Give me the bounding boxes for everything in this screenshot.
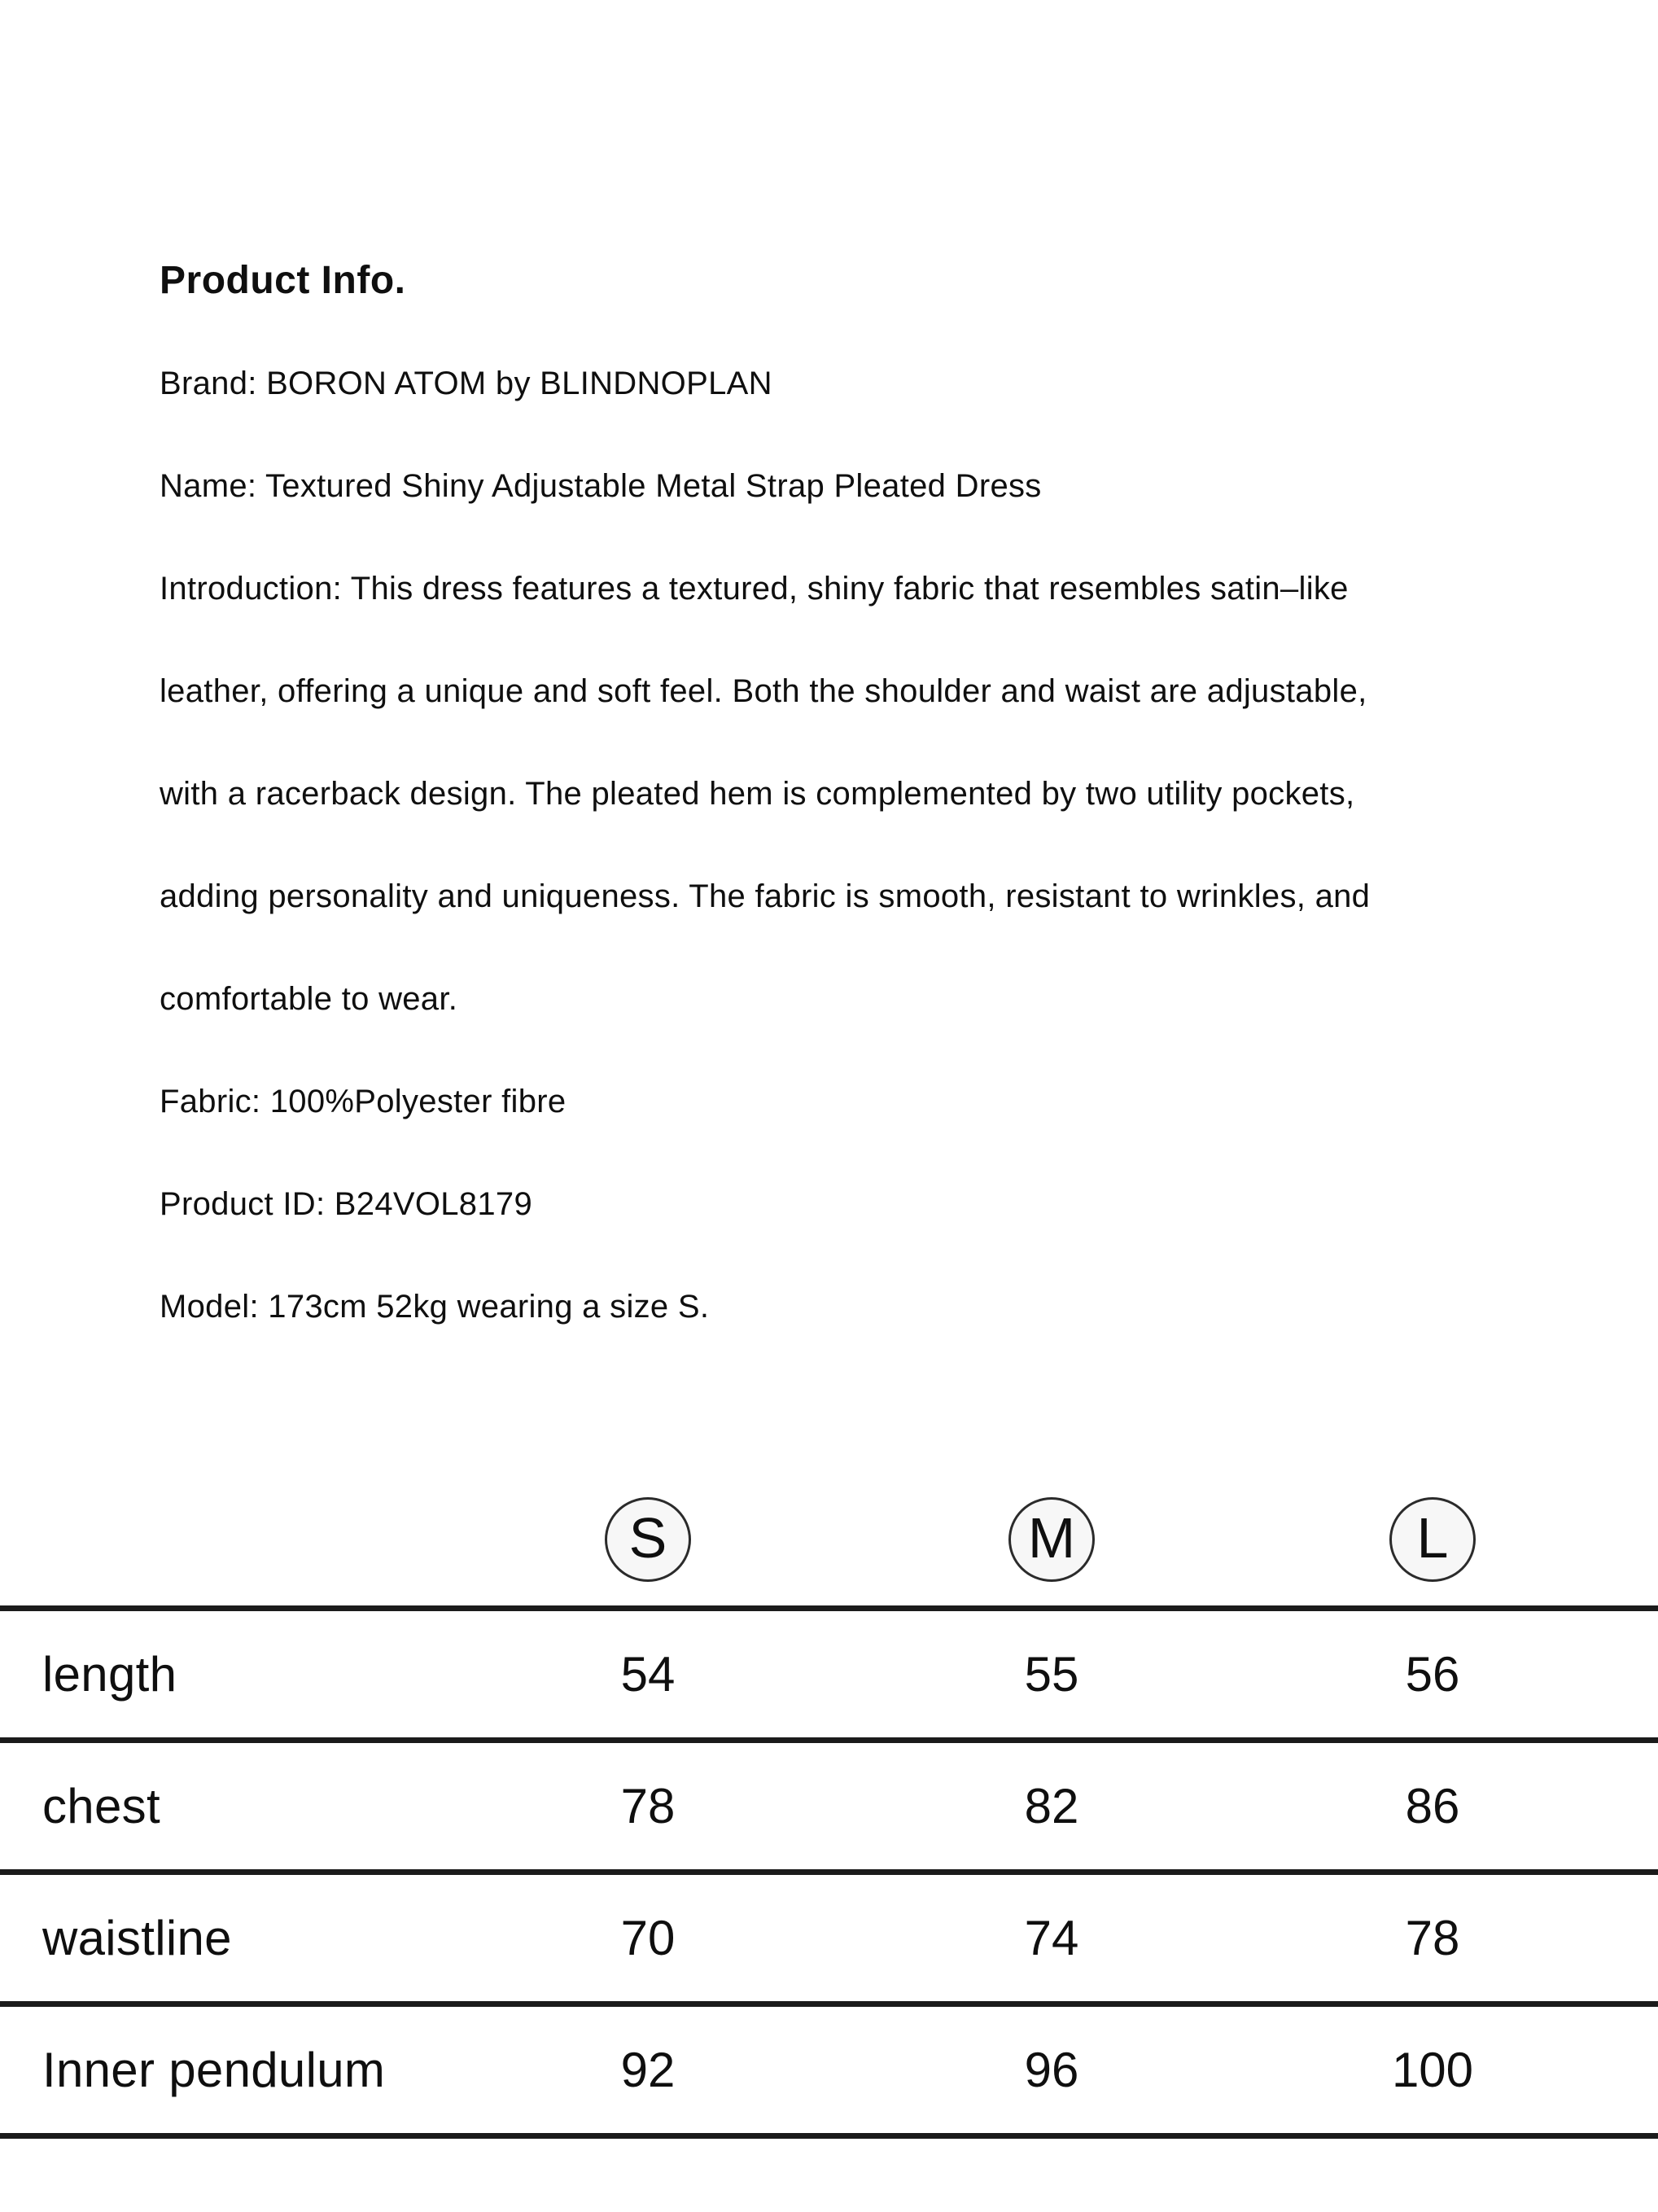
cell-value: 78 xyxy=(1405,1910,1460,1965)
cell-value: 96 xyxy=(1024,2042,1079,2097)
size-header-m xyxy=(896,1474,1207,1608)
cell-value: 100 xyxy=(1391,2042,1474,2097)
cell-value: 56 xyxy=(1405,1646,1460,1702)
table-row-inner-pendulum xyxy=(0,2004,1658,2135)
table-row-length xyxy=(0,1608,1658,1740)
cell-value: 54 xyxy=(620,1646,676,1702)
product-info-section xyxy=(160,230,1560,1358)
size-table xyxy=(0,1474,1658,2139)
size-chip-l: L xyxy=(1389,1497,1476,1582)
size-chip-m: M xyxy=(1008,1497,1095,1582)
cell-value: 78 xyxy=(620,1778,676,1833)
size-header-l xyxy=(1207,1474,1658,1608)
cell-value: 70 xyxy=(620,1910,676,1965)
cell-value: 82 xyxy=(1024,1778,1079,1833)
introduction-line: comfortable to wear. xyxy=(160,981,458,1017)
introduction-line: leather, offering a unique and soft feel. Both the shoulder and waist are adjustable, xyxy=(160,673,1367,709)
introduction-line: adding personality and uniqueness. The fabric is smooth, resistant to wrinkles, and xyxy=(160,878,1371,914)
row-label: chest xyxy=(42,1778,160,1833)
size-table-corner-cell xyxy=(0,1474,400,1608)
name-line: Name: Textured Shiny Adjustable Metal Strap Pleated Dress xyxy=(160,468,1042,504)
row-label: length xyxy=(42,1646,177,1702)
introduction-line: with a racerback design. The pleated hem is complemented by two utility pockets, xyxy=(160,776,1355,812)
brand-line: Brand: BORON ATOM by BLINDNOPLAN xyxy=(160,366,772,401)
cell-value: 86 xyxy=(1405,1778,1460,1833)
size-header-s xyxy=(400,1474,896,1608)
size-chip-s: S xyxy=(605,1497,691,1582)
cell-value: 55 xyxy=(1024,1646,1079,1702)
row-label: waistline xyxy=(42,1910,232,1965)
table-row-waistline xyxy=(0,1872,1658,2004)
introduction-line: Introduction: This dress features a textured, shiny fabric that resembles satin–like xyxy=(160,571,1349,607)
table-row-chest xyxy=(0,1740,1658,1872)
size-table-header-row xyxy=(0,1474,1658,1608)
cell-value: 74 xyxy=(1024,1910,1079,1965)
model-line: Model: 173cm 52kg wearing a size S. xyxy=(160,1289,710,1325)
cell-value: 92 xyxy=(620,2042,676,2097)
fabric-line: Fabric: 100%Polyester fibre xyxy=(160,1084,567,1119)
product-id-line: Product ID: B24VOL8179 xyxy=(160,1186,532,1222)
row-label: Inner pendulum xyxy=(42,2042,386,2097)
page-title: Product Info. xyxy=(160,259,406,302)
